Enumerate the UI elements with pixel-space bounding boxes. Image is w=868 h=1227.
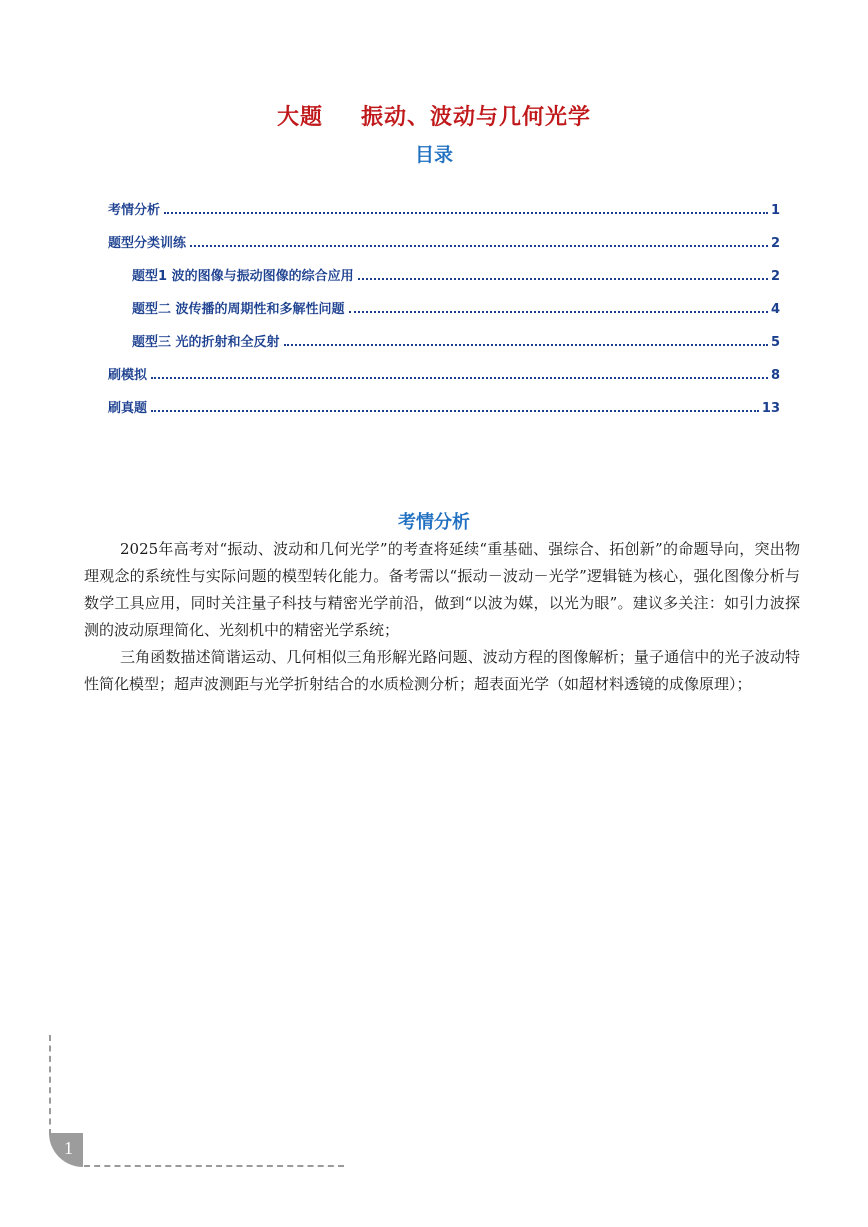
toc-leader xyxy=(284,344,768,346)
toc-entry-page: 1 xyxy=(770,203,780,218)
toc-leader xyxy=(349,311,768,313)
toc-entry-label: 考情分析 xyxy=(108,203,161,218)
toc-entry-type-2[interactable] xyxy=(132,297,780,317)
page-title xyxy=(0,100,868,131)
toc-entry-page: 5 xyxy=(770,335,780,350)
toc-entry-training[interactable] xyxy=(108,231,780,251)
toc-leader xyxy=(164,212,768,214)
toc-entry-analysis[interactable] xyxy=(108,198,780,218)
toc-entry-page: 2 xyxy=(770,236,780,251)
toc-entry-type-3[interactable] xyxy=(132,330,780,350)
section-heading: 考情分析 xyxy=(398,512,470,533)
footer-horizontal-dashed-line xyxy=(84,1165,344,1167)
footer-vertical-dashed-line xyxy=(49,1035,51,1135)
body-paragraph-1: 2025年高考对“振动、波动和几何光学”的考查将延续“重基础、强综合、拓创新”的命题导向，突出物理观念的系统性与实际问题的模型转化能力。备考需以“振动－波动－光学”逻辑链为核心，强化图像分析与数学工具应用，同时关注量子科技与精密光学前沿，做到“以波为媒，以光为眼”。建议多关注：如引力波探测的波动原理简化、光刻机中的精密光学系统； xyxy=(84,540,800,639)
toc-entry-label: 题型分类训练 xyxy=(108,236,187,251)
toc-entry-label: 题型三 光的折射和全反射 xyxy=(132,335,280,350)
page-number: 1 xyxy=(64,1138,73,1158)
toc-entry-page: 4 xyxy=(770,302,780,317)
toc-entry-label: 题型1 波的图像与振动图像的综合应用 xyxy=(132,269,354,284)
title-part-2: 振动、波动与几何光学 xyxy=(361,105,592,130)
toc-entry-label: 刷真题 xyxy=(108,401,148,416)
toc-entry-page: 13 xyxy=(761,401,780,416)
toc-entry-label: 题型二 波传播的周期性和多解性问题 xyxy=(132,302,345,317)
title-part-1: 大题 xyxy=(276,105,323,130)
toc-entry-mock[interactable] xyxy=(108,363,780,383)
toc-leader xyxy=(190,245,768,247)
toc-entry-page: 8 xyxy=(770,368,780,383)
toc-entry-type-1[interactable] xyxy=(132,264,780,284)
toc-heading: 目录 xyxy=(414,144,453,166)
toc-entry-label: 刷模拟 xyxy=(108,368,148,383)
body-paragraph-2: 三角函数描述简谐运动、几何相似三角形解光路问题、波动方程的图像解析；量子通信中的光子波动特性简化模型；超声波测距与光学折射结合的水质检测分析；超表面光学（如超材料透镜的成像原理）； xyxy=(84,648,800,693)
toc-entry-real-exams[interactable] xyxy=(108,396,780,416)
toc-entry-page: 2 xyxy=(770,269,780,284)
toc-leader xyxy=(151,377,768,379)
toc-leader xyxy=(358,278,768,280)
toc-leader xyxy=(151,410,759,412)
